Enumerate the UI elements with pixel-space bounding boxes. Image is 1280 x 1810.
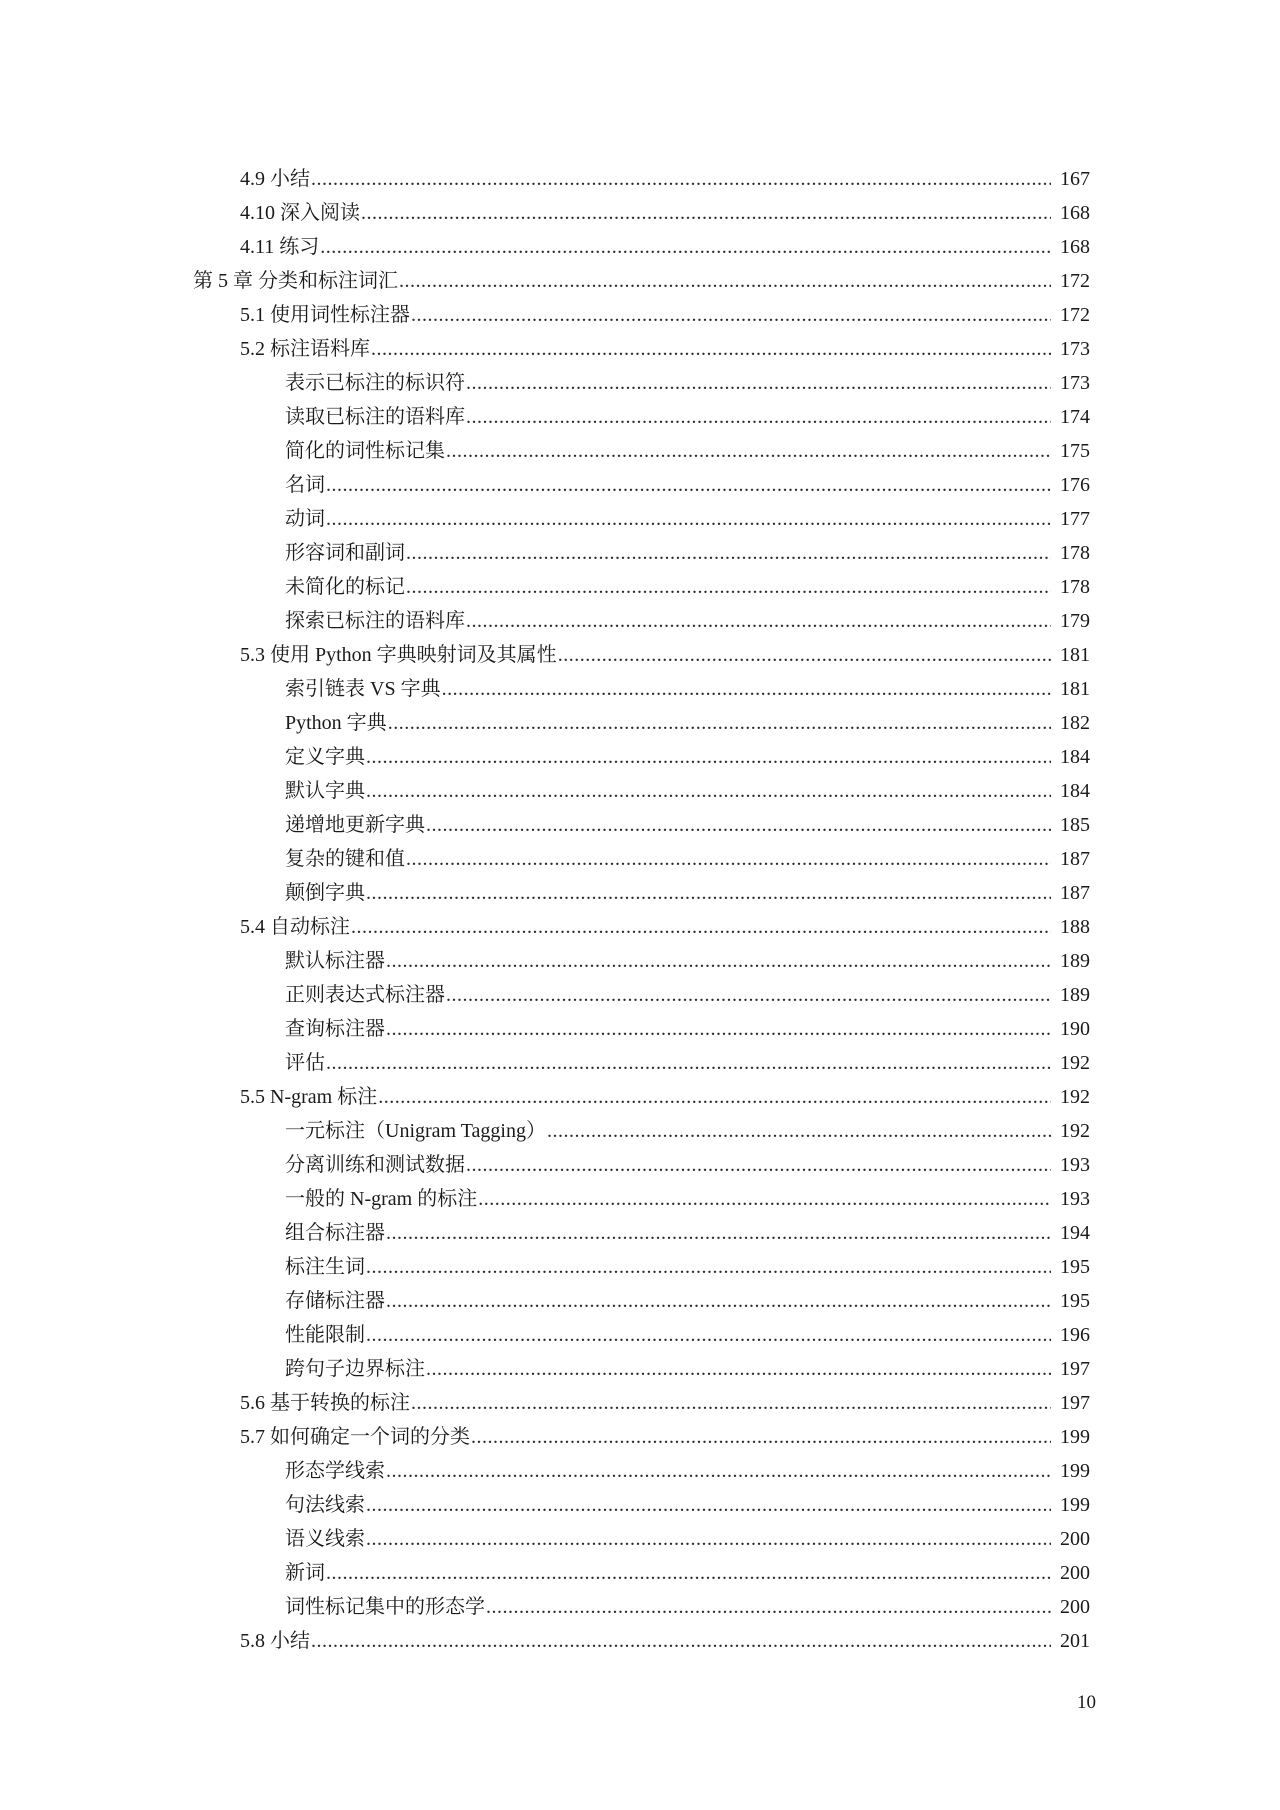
dot-leader xyxy=(406,576,1051,598)
dot-leader xyxy=(446,440,1051,462)
toc-entry-subsection[interactable] xyxy=(0,564,1280,598)
toc-entry-page-number: 178 xyxy=(1060,542,1090,564)
dot-leader xyxy=(547,1120,1051,1142)
toc-entry-subsection[interactable] xyxy=(0,598,1280,632)
toc-entry-section[interactable] xyxy=(0,1380,1280,1414)
toc-entry-page-number: 200 xyxy=(1060,1528,1090,1550)
toc-entry-subsection[interactable] xyxy=(0,1006,1280,1040)
toc-entry-title: 标注生词 xyxy=(285,1256,365,1278)
toc-entry-title: 句法线索 xyxy=(285,1494,365,1516)
toc-entry-title: 一般的 N-gram 的标注 xyxy=(285,1188,478,1210)
toc-entry-subsection[interactable] xyxy=(0,1142,1280,1176)
toc-entry-subsection[interactable] xyxy=(0,1584,1280,1618)
toc-entry-title: 一元标注（Unigram Tagging） xyxy=(285,1120,546,1142)
toc-entry-page-number: 179 xyxy=(1060,610,1090,632)
toc-entry-subsection[interactable] xyxy=(0,462,1280,496)
toc-entry-title: 第 5 章 分类和标注词汇 xyxy=(193,270,398,292)
dot-leader xyxy=(386,1222,1051,1244)
toc-entry-page-number: 173 xyxy=(1060,338,1090,360)
dot-leader xyxy=(351,916,1051,938)
toc-entry-page-number: 200 xyxy=(1060,1562,1090,1584)
dot-leader xyxy=(386,950,1051,972)
dot-leader xyxy=(466,372,1051,394)
toc-entry-title: 递增地更新字典 xyxy=(285,814,425,836)
toc-entry-subsection[interactable] xyxy=(0,938,1280,972)
toc-entry-page-number: 174 xyxy=(1060,406,1090,428)
toc-entry-section[interactable] xyxy=(0,1074,1280,1108)
toc-entry-subsection[interactable] xyxy=(0,530,1280,564)
toc-entry-title: 5.2 标注语料库 xyxy=(240,338,370,360)
toc-entry-section[interactable] xyxy=(0,1414,1280,1448)
toc-entry-subsection[interactable] xyxy=(0,1346,1280,1380)
toc-entry-page-number: 201 xyxy=(1060,1630,1090,1652)
toc-entry-page-number: 185 xyxy=(1060,814,1090,836)
toc-entry-page-number: 200 xyxy=(1060,1596,1090,1618)
toc-entry-title: 分离训练和测试数据 xyxy=(285,1154,465,1176)
dot-leader xyxy=(388,712,1051,734)
toc-entry-subsection[interactable] xyxy=(0,1516,1280,1550)
dot-leader xyxy=(378,1086,1051,1108)
toc-entry-title: 5.7 如何确定一个词的分类 xyxy=(240,1426,470,1448)
toc-entry-title: 5.3 使用 Python 字典映射词及其属性 xyxy=(240,644,557,666)
toc-entry-subsection[interactable] xyxy=(0,1108,1280,1142)
dot-leader xyxy=(361,202,1051,224)
toc-entry-subsection[interactable] xyxy=(0,1448,1280,1482)
toc-entry-subsection[interactable] xyxy=(0,1040,1280,1074)
toc-entry-title: 跨句子边界标注 xyxy=(285,1358,425,1380)
toc-entry-title: 探索已标注的语料库 xyxy=(285,610,465,632)
toc-entry-title: 组合标注器 xyxy=(285,1222,385,1244)
toc-entry-section[interactable] xyxy=(0,292,1280,326)
toc-entry-title: 4.9 小结 xyxy=(240,168,310,190)
dot-leader xyxy=(411,1392,1051,1414)
toc-entry-title: 查询标注器 xyxy=(285,1018,385,1040)
toc-entry-title: Python 字典 xyxy=(285,712,387,734)
toc-entry-subsection[interactable] xyxy=(0,1312,1280,1346)
toc-entry-page-number: 167 xyxy=(1060,168,1090,190)
toc-entry-subsection[interactable] xyxy=(0,496,1280,530)
toc-entry-page-number: 195 xyxy=(1060,1256,1090,1278)
dot-leader xyxy=(366,780,1051,802)
dot-leader xyxy=(406,848,1051,870)
dot-leader xyxy=(311,168,1051,190)
toc-entry-page-number: 189 xyxy=(1060,950,1090,972)
toc-entry-title: 复杂的键和值 xyxy=(285,848,405,870)
dot-leader xyxy=(366,1256,1051,1278)
dot-leader xyxy=(406,542,1051,564)
toc-entry-page-number: 190 xyxy=(1060,1018,1090,1040)
toc-entry-page-number: 189 xyxy=(1060,984,1090,1006)
toc-entry-subsection[interactable] xyxy=(0,1210,1280,1244)
dot-leader xyxy=(326,474,1051,496)
toc-entry-page-number: 195 xyxy=(1060,1290,1090,1312)
toc-entry-title: 名词 xyxy=(285,474,325,496)
dot-leader xyxy=(386,1290,1051,1312)
toc-entry-title: 简化的词性标记集 xyxy=(285,440,445,462)
toc-entry-title: 存储标注器 xyxy=(285,1290,385,1312)
toc-entry-subsection[interactable] xyxy=(0,1278,1280,1312)
toc-entry-subsection[interactable] xyxy=(0,972,1280,1006)
dot-leader xyxy=(366,1494,1051,1516)
toc-entry-section[interactable] xyxy=(0,326,1280,360)
dot-leader xyxy=(466,1154,1051,1176)
dot-leader xyxy=(326,508,1051,530)
toc-entry-title: 表示已标注的标识符 xyxy=(285,372,465,394)
toc-entry-title: 词性标记集中的形态学 xyxy=(285,1596,485,1618)
toc-entry-page-number: 193 xyxy=(1060,1188,1090,1210)
toc-entry-page-number: 181 xyxy=(1060,678,1090,700)
toc-entry-subsection[interactable] xyxy=(0,870,1280,904)
dot-leader xyxy=(371,338,1051,360)
dot-leader xyxy=(466,610,1051,632)
toc-entry-page-number: 177 xyxy=(1060,508,1090,530)
toc-entry-page-number: 193 xyxy=(1060,1154,1090,1176)
toc-entry-title: 5.6 基于转换的标注 xyxy=(240,1392,410,1414)
toc-entry-subsection[interactable] xyxy=(0,734,1280,768)
dot-leader xyxy=(558,644,1051,666)
toc-entry-title: 定义字典 xyxy=(285,746,365,768)
toc-entry-section[interactable] xyxy=(0,1618,1280,1652)
toc-entry-page-number: 199 xyxy=(1060,1494,1090,1516)
toc-entry-page-number: 181 xyxy=(1060,644,1090,666)
toc-entry-title: 默认标注器 xyxy=(285,950,385,972)
toc-entry-page-number: 172 xyxy=(1060,304,1090,326)
toc-entry-page-number: 192 xyxy=(1060,1086,1090,1108)
toc-entry-chapter[interactable] xyxy=(0,258,1280,292)
toc-entry-section[interactable] xyxy=(0,632,1280,666)
toc-entry-title: 评估 xyxy=(285,1052,325,1074)
toc-entry-page-number: 176 xyxy=(1060,474,1090,496)
page-number: 10 xyxy=(1077,1692,1096,1713)
toc-entry-subsection[interactable] xyxy=(0,802,1280,836)
toc-entry-title: 默认字典 xyxy=(285,780,365,802)
toc-entry-page-number: 168 xyxy=(1060,236,1090,258)
toc-entry-page-number: 172 xyxy=(1060,270,1090,292)
dot-leader xyxy=(486,1596,1051,1618)
table-of-contents xyxy=(0,156,1280,1652)
dot-leader xyxy=(386,1018,1051,1040)
toc-entry-page-number: 187 xyxy=(1060,848,1090,870)
toc-entry-page-number: 197 xyxy=(1060,1392,1090,1414)
toc-entry-page-number: 199 xyxy=(1060,1460,1090,1482)
toc-entry-subsection[interactable] xyxy=(0,394,1280,428)
toc-entry-title: 语义线索 xyxy=(285,1528,365,1550)
dot-leader xyxy=(446,984,1051,1006)
toc-entry-page-number: 196 xyxy=(1060,1324,1090,1346)
toc-entry-title: 4.11 练习 xyxy=(240,236,320,258)
toc-entry-page-number: 187 xyxy=(1060,882,1090,904)
toc-entry-subsection[interactable] xyxy=(0,1482,1280,1516)
dot-leader xyxy=(366,882,1051,904)
toc-entry-subsection[interactable] xyxy=(0,666,1280,700)
toc-entry-section[interactable] xyxy=(0,904,1280,938)
dot-leader xyxy=(478,1188,1051,1210)
toc-entry-title: 正则表达式标注器 xyxy=(285,984,445,1006)
toc-entry-title: 动词 xyxy=(285,508,325,530)
toc-entry-title: 5.1 使用词性标注器 xyxy=(240,304,410,326)
toc-entry-page-number: 192 xyxy=(1060,1120,1090,1142)
toc-entry-title: 形态学线索 xyxy=(285,1460,385,1482)
toc-entry-page-number: 182 xyxy=(1060,712,1090,734)
toc-entry-page-number: 168 xyxy=(1060,202,1090,224)
toc-entry-title: 读取已标注的语料库 xyxy=(285,406,465,428)
dot-leader xyxy=(326,1562,1051,1584)
dot-leader xyxy=(326,1052,1051,1074)
toc-entry-title: 5.8 小结 xyxy=(240,1630,310,1652)
dot-leader xyxy=(311,1630,1051,1652)
toc-entry-subsection[interactable] xyxy=(0,428,1280,462)
toc-entry-page-number: 199 xyxy=(1060,1426,1090,1448)
toc-entry-page-number: 184 xyxy=(1060,746,1090,768)
dot-leader xyxy=(366,1324,1051,1346)
toc-entry-page-number: 192 xyxy=(1060,1052,1090,1074)
dot-leader xyxy=(442,678,1051,700)
dot-leader xyxy=(471,1426,1051,1448)
toc-entry-subsection[interactable] xyxy=(0,700,1280,734)
toc-entry-title: 5.4 自动标注 xyxy=(240,916,350,938)
toc-entry-section[interactable] xyxy=(0,156,1280,190)
toc-entry-subsection[interactable] xyxy=(0,768,1280,802)
dot-leader xyxy=(399,270,1051,292)
toc-entry-section[interactable] xyxy=(0,190,1280,224)
toc-entry-title: 4.10 深入阅读 xyxy=(240,202,360,224)
toc-entry-title: 未简化的标记 xyxy=(285,576,405,598)
toc-entry-subsection[interactable] xyxy=(0,360,1280,394)
toc-entry-page-number: 188 xyxy=(1060,916,1090,938)
toc-entry-page-number: 194 xyxy=(1060,1222,1090,1244)
dot-leader xyxy=(386,1460,1051,1482)
dot-leader xyxy=(320,236,1051,258)
toc-entry-page-number: 175 xyxy=(1060,440,1090,462)
toc-entry-title: 索引链表 VS 字典 xyxy=(285,678,441,700)
toc-entry-page-number: 184 xyxy=(1060,780,1090,802)
toc-entry-title: 性能限制 xyxy=(285,1324,365,1346)
toc-entry-page-number: 197 xyxy=(1060,1358,1090,1380)
dot-leader xyxy=(466,406,1051,428)
dot-leader xyxy=(366,1528,1051,1550)
toc-entry-title: 形容词和副词 xyxy=(285,542,405,564)
toc-entry-title: 5.5 N-gram 标注 xyxy=(240,1086,378,1108)
toc-entry-section[interactable] xyxy=(0,224,1280,258)
toc-entry-page-number: 173 xyxy=(1060,372,1090,394)
toc-entry-subsection[interactable] xyxy=(0,1244,1280,1278)
toc-entry-subsection[interactable] xyxy=(0,1550,1280,1584)
dot-leader xyxy=(426,814,1051,836)
dot-leader xyxy=(366,746,1051,768)
toc-entry-title: 新词 xyxy=(285,1562,325,1584)
dot-leader xyxy=(426,1358,1051,1380)
toc-entry-subsection[interactable] xyxy=(0,836,1280,870)
dot-leader xyxy=(411,304,1051,326)
toc-entry-title: 颠倒字典 xyxy=(285,882,365,904)
toc-entry-page-number: 178 xyxy=(1060,576,1090,598)
toc-entry-subsection[interactable] xyxy=(0,1176,1280,1210)
